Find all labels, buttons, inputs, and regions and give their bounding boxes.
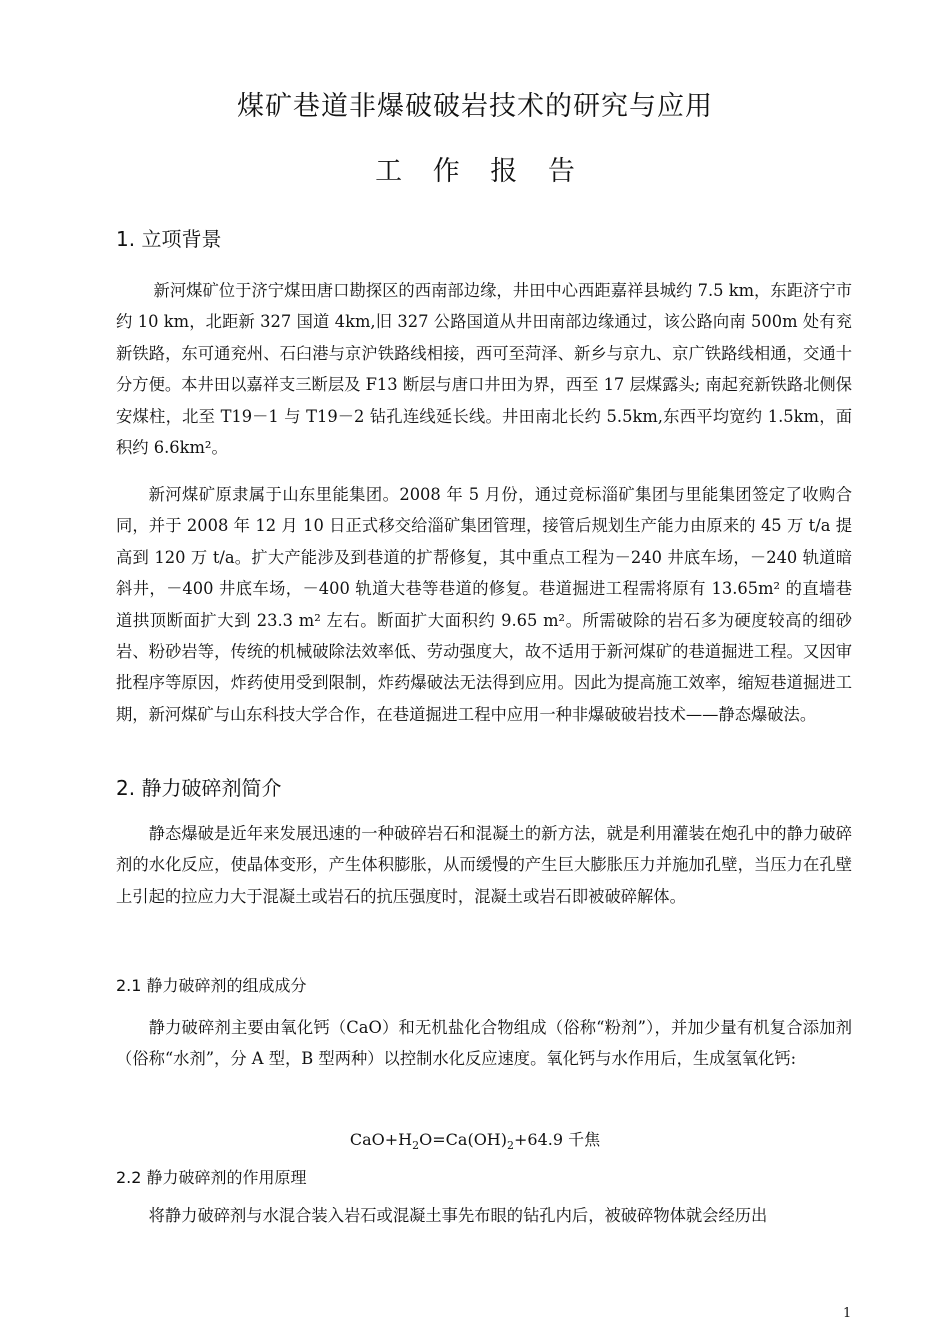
section-2-paragraph-1: 静态爆破是近年来发展迅速的一种破碎岩石和混凝土的新方法，就是利用灌装在炮孔中的静力破碎剂的水化反应，使晶体变形，产生体积膨胀，从而缓慢的产生巨大膨胀压力并施加孔壁，当压力在孔壁上引起的拉应力大于混凝土或岩石的抗压强度时，混凝土或岩石即被破碎解体。 xyxy=(116,824,852,906)
document-subtitle: 工 作 报 告 xyxy=(375,156,575,187)
page-number: 1 xyxy=(843,1306,852,1321)
chemical-formula: $CaO+H_2O=Ca(OH)_2+64.9$ 千焦 xyxy=(349,1130,601,1153)
section-1-paragraph-1: 新河煤矿位于济宁煤田唐口勘探区的西南部边缘，井田中心西距嘉祥县城约 7.5 km，东距济宁市约 10 km，北距新 327 国道 4km,旧 327 公路国道从井田南部边缘通过，该公路向南 500m 处有兖新铁路，东可通兖州、石臼港与京沪铁路线相接，西可至菏泽、新乡与京九、京广铁路线相通，交通十分方便。本井田以嘉祥支三断层及 F13 断层与唐口井田为界，西至 17 层煤露头; 南起兖新铁路北侧保安煤柱，北至 T19－1 与 T19－2 钻孔连线延长线。井田南北长约 5.5km,东西平均宽约 1.5km，面积约 6.6km²。 xyxy=(116,281,852,458)
section-2-1-paragraph: 静力破碎剂主要由氧化钙（CaO）和无机盐化合物组成（俗称“粉剂”），并加少量有机复合添加剂（俗称“水剂”，分 A 型，B 型两种）以控制水化反应速度。氧化钙与水作用后，生成氢氧化钙: xyxy=(116,1018,852,1069)
section-2-1-heading: 2.1 静力破碎剂的组成成分 xyxy=(116,976,307,995)
document-title: 煤矿巷道非爆破破岩技术的研究与应用 xyxy=(237,91,713,122)
section-2-2-heading: 2.2 静力破碎剂的作用原理 xyxy=(116,1168,307,1187)
section-1-paragraph-2: 新河煤矿原隶属于山东里能集团。2008 年 5 月份，通过竞标淄矿集团与里能集团签定了收购合同，并于 2008 年 12 月 10 日正式移交给淄矿集团管理，接管后规划生产能力由原来的 45 万 t/a 提高到 120 万 t/a。扩大产能涉及到巷道的扩帮修复，其中重点工程为－240 井底车场，－240 轨道暗斜井，－400 井底车场，－400 轨道大巷等巷道的修复。巷道掘进工程需将原有 13.65m² 的直墙巷道拱顶断面扩大到 23.3 m² 左右。断面扩大面积约 9.65 m²。所需破除的岩石多为硬度较高的细砂岩、粉砂岩等，传统的机械破除法效率低、劳动强度大，故不适用于新河煤矿的巷道掘进工程。又因审批程序等原因，炸药使用受到限制，炸药爆破法无法得到应用。因此为提高施工效率，缩短巷道掘进工期，新河煤矿与山东科技大学合作，在巷道掘进工程中应用一种非爆破破岩技术——静态爆破法。 xyxy=(116,485,852,724)
section-2-heading: 2. 静力破碎剂简介 xyxy=(116,776,282,800)
section-1-heading: 1. 立项背景 xyxy=(116,227,222,251)
section-2-2-paragraph: 将静力破碎剂与水混合装入岩石或混凝土事先布眼的钻孔内后，被破碎物体就会经历出 xyxy=(148,1206,768,1225)
